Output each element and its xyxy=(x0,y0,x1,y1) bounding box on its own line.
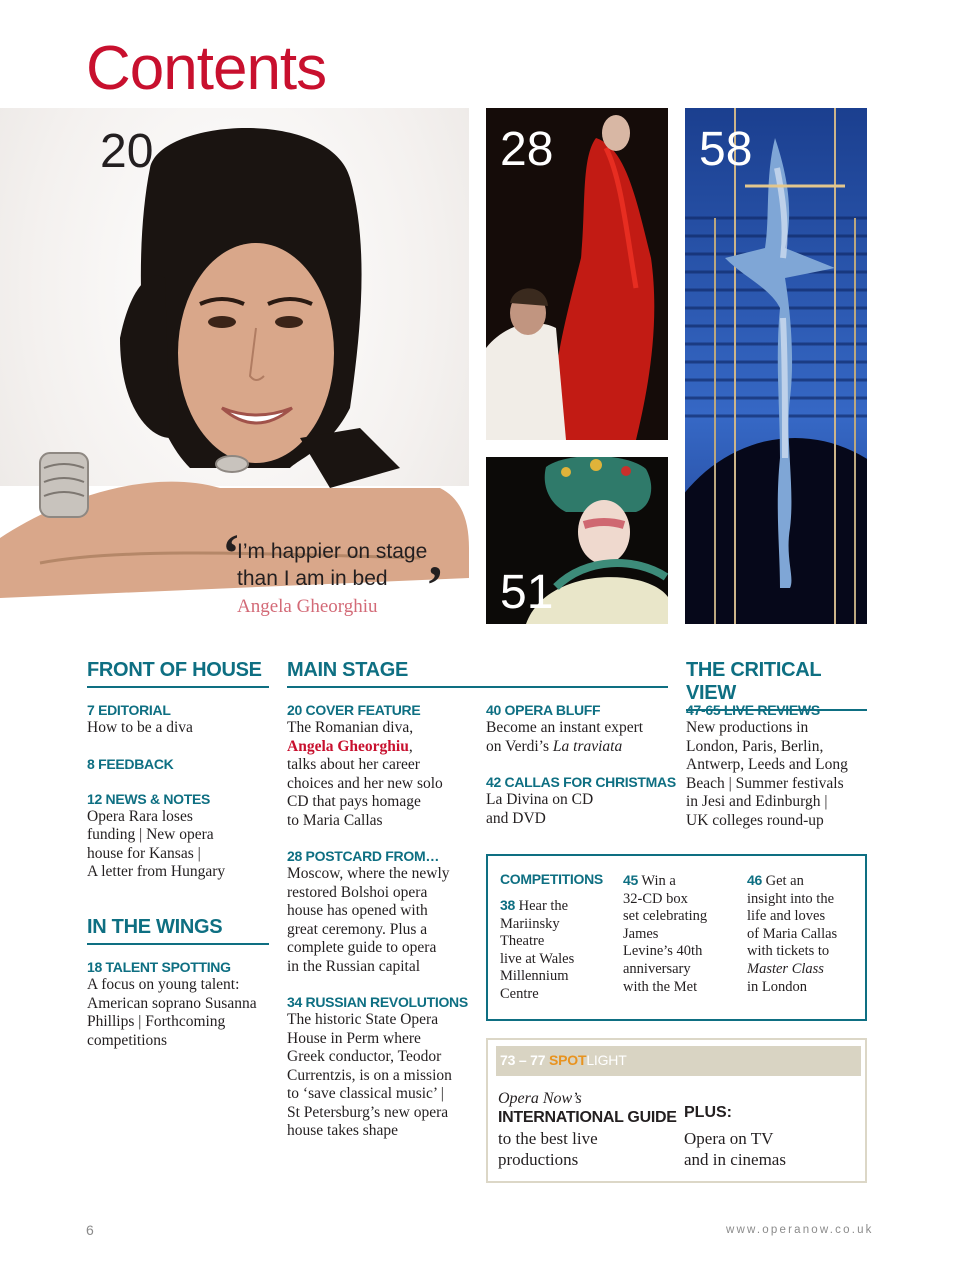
competition-38-line: Mariinsky xyxy=(500,915,560,932)
item-news-line: funding | New opera xyxy=(87,826,214,843)
cover-portrait-photo[interactable] xyxy=(0,108,469,624)
item-cover-line: CD that pays homage xyxy=(287,793,421,810)
competition-45-line: with the Met xyxy=(623,978,698,995)
competition-38-line: Millennium xyxy=(500,968,569,985)
item-editorial-title[interactable]: 7 EDITORIAL xyxy=(87,702,171,718)
competition-38[interactable] xyxy=(500,870,610,1004)
guide-line: productions xyxy=(498,1150,579,1169)
chinese-opera-photo[interactable] xyxy=(486,457,668,624)
competition-45-line: Levine’s 40th xyxy=(623,943,703,960)
in-the-wings-column xyxy=(87,958,277,1050)
page-number-58: 58 xyxy=(699,123,753,176)
guide-magazine-name: Opera Now’s xyxy=(498,1090,582,1107)
international-guide[interactable] xyxy=(498,1089,678,1170)
competition-38-num: 38 xyxy=(500,897,515,913)
item-russian-line: house takes shape xyxy=(287,1122,399,1139)
competition-46-first xyxy=(747,871,865,891)
plus-line: Opera on TV xyxy=(684,1129,774,1148)
competition-45-first xyxy=(623,871,741,891)
item-postcard-line: house has opened with xyxy=(287,902,428,919)
competition-38-line: live at Wales xyxy=(500,950,575,967)
plus-block[interactable] xyxy=(684,1103,864,1170)
item-bluff-title[interactable]: 40 OPERA BLUFF xyxy=(486,702,601,718)
item-reviews-line: UK colleges round-up xyxy=(686,811,824,829)
pull-quote-line: I’m happier on stage xyxy=(237,540,428,563)
spotlight-bar xyxy=(496,1046,861,1076)
page-number-28: 28 xyxy=(500,123,554,176)
item-feedback-title[interactable]: 8 FEEDBACK xyxy=(87,755,174,772)
item-callas-title[interactable]: 42 CALLAS FOR CHRISTMAS xyxy=(486,774,676,790)
competition-46-first-text: Get an xyxy=(765,873,804,889)
acrobat-illustration xyxy=(685,108,867,624)
section-critical-view: THE CRITICAL VIEW xyxy=(686,659,867,711)
item-editorial-text: How to be a diva xyxy=(87,719,193,736)
section-in-the-wings: IN THE WINGS xyxy=(87,916,269,945)
section-main-stage: MAIN STAGE xyxy=(287,659,668,688)
competition-46-line: life and loves xyxy=(747,908,826,925)
item-news-title[interactable]: 12 NEWS & NOTES xyxy=(87,790,211,807)
main-stage-column-left xyxy=(287,701,477,1141)
item-cover-name-line xyxy=(287,738,477,757)
item-bluff-line: Become an instant expert xyxy=(486,719,644,736)
item-russian-line: St Petersburg’s new opera xyxy=(287,1103,449,1121)
item-postcard-line: great ceremony. Plus a xyxy=(287,920,428,938)
item-talent-title[interactable]: 18 TALENT SPOTTING xyxy=(87,959,231,975)
page-title: Contents xyxy=(86,34,327,103)
item-news-line: A letter from Hungary xyxy=(87,863,226,880)
item-cover-line: talks about her career xyxy=(287,756,420,773)
plus-header: PLUS: xyxy=(684,1104,732,1121)
competition-38-line: Theatre xyxy=(500,933,545,950)
page-number: 6 xyxy=(86,1222,94,1238)
competition-46-line: insight into the xyxy=(747,890,834,907)
item-russian-line: to ‘save classical music’ | xyxy=(287,1085,444,1102)
item-reviews-title[interactable]: 47-65 LIVE REVIEWS xyxy=(686,702,820,718)
item-talent-line: competitions xyxy=(87,1031,168,1049)
item-reviews-line: London, Paris, Berlin, xyxy=(686,737,824,755)
cover-name: Angela Gheorghiu xyxy=(287,737,409,755)
competition-45-line: 32-CD box xyxy=(623,890,688,907)
competition-38-first-text: Hear the xyxy=(518,898,569,914)
main-stage-column-right xyxy=(486,701,676,828)
competition-46-line: in London xyxy=(747,978,808,995)
competition-46-show-title: Master Class xyxy=(747,960,824,977)
item-postcard-line: Moscow, where the newly xyxy=(287,865,450,882)
item-russian-line: The historic State Opera xyxy=(287,1011,439,1028)
bluff-opera-title: La traviata xyxy=(552,737,623,755)
spotlight-label xyxy=(500,1052,627,1068)
item-russian-line: Currentzis, is on a mission xyxy=(287,1066,452,1084)
spotlight-light: LIGHT xyxy=(586,1052,627,1068)
spotlight-range: 73 – 77 xyxy=(500,1052,549,1068)
item-talent-line: Phillips | Forthcoming xyxy=(87,1013,226,1030)
item-russian-line: Greek conductor, Teodor xyxy=(287,1048,442,1065)
bluff-line-text: on Verdi’s xyxy=(486,737,553,755)
competition-46-line: of Maria Callas xyxy=(747,925,838,942)
item-cover-line: choices and her new solo xyxy=(287,774,443,792)
item-bluff-line xyxy=(486,738,676,757)
item-russian-title[interactable]: 34 RUSSIAN REVOLUTIONS xyxy=(287,994,468,1010)
item-postcard-line: restored Bolshoi opera xyxy=(287,883,428,901)
competitions-header: COMPETITIONS xyxy=(500,871,603,887)
competition-45-line: anniversary xyxy=(623,960,691,977)
item-talent-line: A focus on young talent: xyxy=(87,976,240,993)
competition-45-line: James xyxy=(623,925,659,942)
pull-quote-line: than I am in bed xyxy=(237,567,388,590)
quote-open-mark: ‘ xyxy=(222,523,240,583)
item-cover-line: The Romanian diva, xyxy=(287,719,414,736)
item-reviews-line: Antwerp, Leeds and Long xyxy=(686,756,848,773)
item-reviews-line: in Jesi and Edinburgh | xyxy=(686,793,828,810)
competition-38-line: Centre xyxy=(500,985,539,1002)
item-reviews-line: Beach | Summer festivals xyxy=(686,774,844,792)
critical-view-column xyxy=(686,701,876,830)
spotlight-spot: SPOT xyxy=(549,1052,587,1068)
guide-line: to the best live xyxy=(498,1129,598,1148)
item-callas-line: La Divina on CD xyxy=(486,791,594,808)
item-reviews-line: New productions in xyxy=(686,719,809,736)
competition-46[interactable] xyxy=(747,871,865,996)
item-cover-line: to Maria Callas xyxy=(287,811,383,829)
competition-38-first xyxy=(500,896,610,916)
competition-45-first-text: Win a xyxy=(641,873,676,889)
item-postcard-line: in the Russian capital xyxy=(287,957,421,975)
item-callas-line: and DVD xyxy=(486,809,546,827)
item-postcard-title[interactable]: 28 POSTCARD FROM… xyxy=(287,848,440,864)
competition-45-num: 45 xyxy=(623,872,638,888)
section-front-of-house: FRONT OF HOUSE xyxy=(87,659,269,688)
item-news-line: house for Kansas | xyxy=(87,844,201,862)
item-russian-line: House in Perm where xyxy=(287,1029,421,1047)
competition-46-line: with tickets to xyxy=(747,943,830,960)
competition-45-line: set celebrating xyxy=(623,908,708,925)
competition-46-em-line xyxy=(747,961,865,979)
plus-line: and in cinemas xyxy=(684,1150,786,1169)
pull-quote xyxy=(237,538,427,592)
competition-45[interactable] xyxy=(623,871,741,996)
item-news-line: Opera Rara loses xyxy=(87,807,193,825)
guide-title: INTERNATIONAL GUIDE xyxy=(498,1109,677,1126)
quote-close-mark: ’ xyxy=(426,555,444,615)
item-postcard-line: complete guide to opera xyxy=(287,939,437,956)
website-url[interactable]: www.operanow.co.uk xyxy=(726,1224,874,1236)
page-number-20: 20 xyxy=(100,125,154,178)
item-talent-line: American soprano Susanna xyxy=(87,994,257,1012)
postcard-photo[interactable] xyxy=(486,108,668,440)
competition-46-num: 46 xyxy=(747,872,762,888)
item-cover-title[interactable]: 20 COVER FEATURE xyxy=(287,702,421,718)
quote-attribution: Angela Gheorghiu xyxy=(237,596,378,617)
acrobat-photo[interactable] xyxy=(685,108,867,624)
cover-name-tail: , xyxy=(408,737,413,755)
page-number-51: 51 xyxy=(500,566,554,619)
front-of-house-column xyxy=(87,701,272,882)
